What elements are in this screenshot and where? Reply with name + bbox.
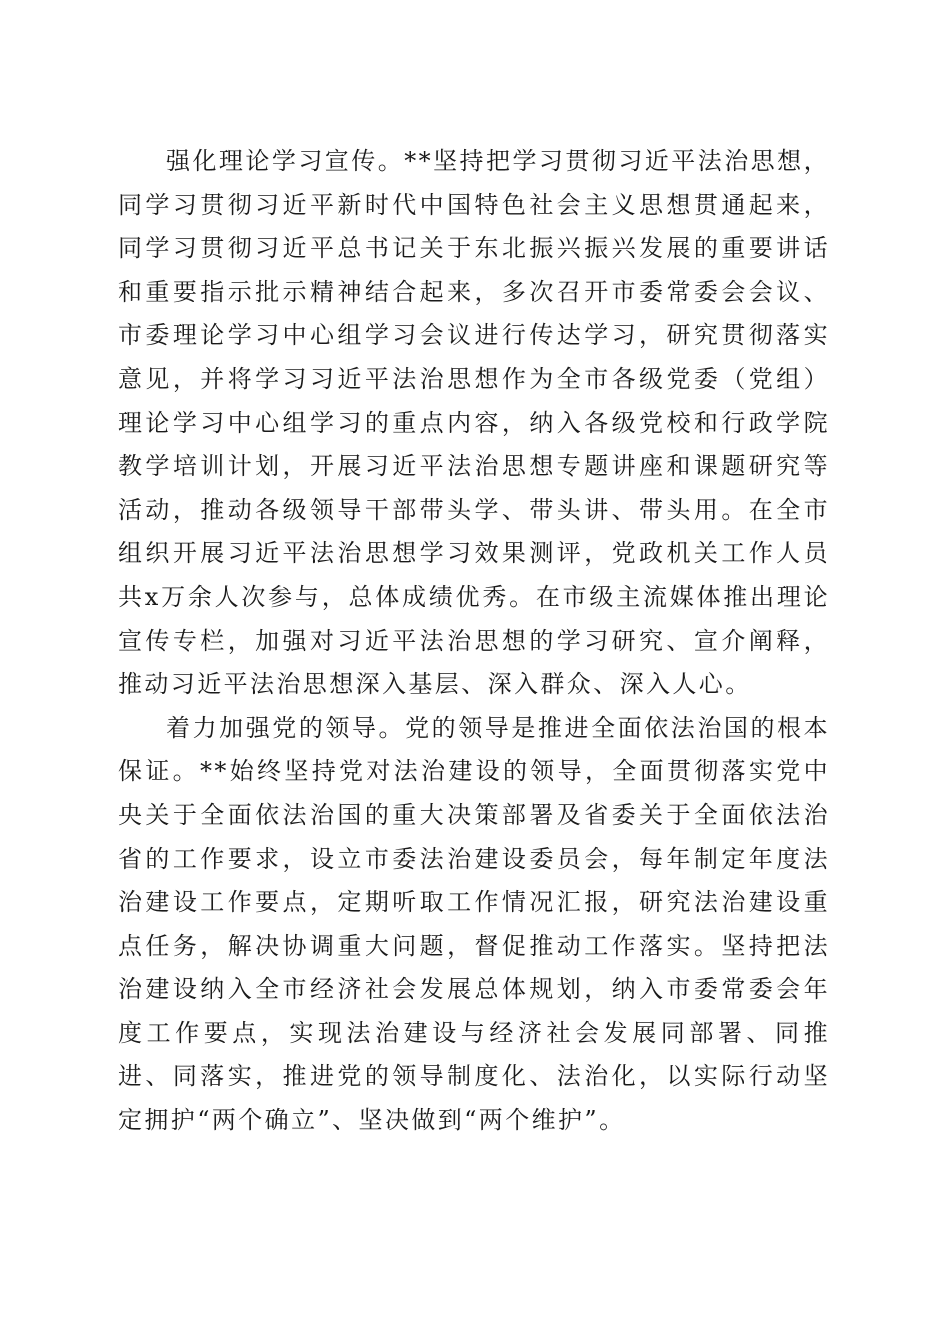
paragraph-party-leadership: 着力加强党的领导。党的领导是推进全面依法治国的根本保证。**始终坚持党对法治建设的领导，全面贯彻落实党中央关于全面依法治国的重大决策部署及省委关于全面依法治省的工作要求，设立市委法治建设委员会，每年制定年度法治建设工作要点，定期听取工作情况汇报，研究法治建设重点任务，解决协调重大问题，督促推动工作落实。坚持把法治建设纳入全市经济社会发展总体规划，纳入市委常委会年度工作要点，实现法治建设与经济社会发展同部署、同推进、同落实，推进党的领导制度化、法治化，以实际行动坚定拥护“两个确立”、坚决做到“两个维护”。 xyxy=(118,713,830,1135)
paragraph-theory-study: 强化理论学习宣传。**坚持把学习贯彻习近平法治思想，同学习贯彻习近平新时代中国特色社会主义思想贯通起来，同学习贯彻习近平总书记关于东北振兴振兴发展的重要讲话和重要指示批示精神结合起来，多次召开市委常委会会议、市委理论学习中心组学习会议进行传达学习，研究贯彻落实意见，并将学习习近平法治思想作为全市各级党委（党组）理论学习中心组学习的重点内容，纳入各级党校和行政学院教学培训计划，开展习近平法治思想专题讲座和课题研究等活动，推动各级领导干部带头学、带头讲、带头用。在全市组织开展习近平法治思想学习效果测评，党政机关工作人员共x万余人次参与，总体成绩优秀。在市级主流媒体推出理论宣传专栏，加强对习近平法治思想的学习研究、宣介阐释，推动习近平法治思想深入基层、深入群众、深入人心。 xyxy=(118,147,830,699)
document-body xyxy=(118,140,830,1143)
